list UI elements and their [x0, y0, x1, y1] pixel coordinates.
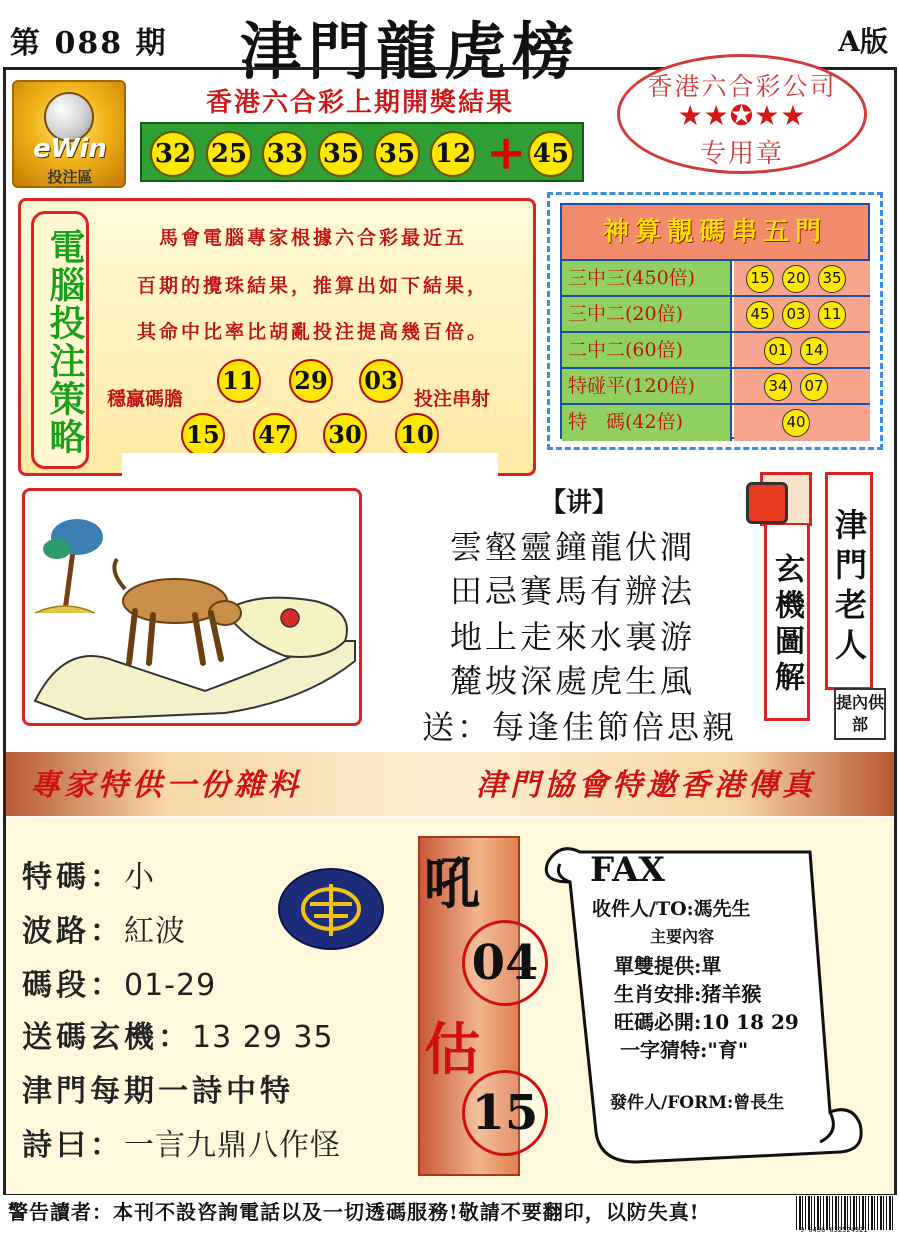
stamp-bottom-text: 专用章	[699, 139, 784, 169]
row-label: 三中三(450倍)	[562, 261, 732, 295]
result-ball: 25	[206, 131, 252, 177]
special-ball: 45	[528, 131, 574, 177]
row-numbers	[734, 333, 870, 367]
banner-left-text: 專家特供一份雜料	[30, 768, 302, 803]
table-row	[562, 297, 868, 333]
result-ball: 35	[374, 131, 420, 177]
fax-heading: 主要內容	[650, 927, 715, 946]
poem-line: 地上走來水裏游	[450, 618, 696, 656]
logo-subtitle: 投注區	[47, 168, 93, 186]
guess-char: 估	[424, 1017, 480, 1083]
results-title: 香港六合彩上期開獎結果	[205, 88, 514, 118]
strategy-right-tag: 投注串射	[414, 388, 491, 410]
fax-to: 收件人/TO:馮先生	[592, 898, 751, 920]
five-doors-panel	[547, 192, 883, 450]
strategy-left-tag: 穩贏碼膽	[107, 388, 184, 410]
strategy-box	[18, 198, 536, 476]
xuanji-banner: 玄機圖解	[764, 525, 810, 721]
songma-value: 13 29 35	[192, 1020, 334, 1055]
fax-line: 生肖安排:猪羊猴	[614, 982, 762, 1006]
barcode-number: 9 0456 032524921	[800, 1226, 868, 1234]
result-ball: 33	[262, 131, 308, 177]
bolu-value: 紅波	[124, 914, 186, 949]
row-label: 二中二(60倍)	[562, 333, 732, 367]
bolu-label: 波路：	[22, 914, 124, 949]
maduan-value: 01-29	[124, 968, 217, 1003]
strategy-ball: 47	[253, 413, 297, 457]
emblem-icon	[280, 870, 382, 948]
five-doors-table	[560, 203, 870, 439]
bolu-line	[22, 906, 186, 950]
table-row	[562, 261, 868, 297]
row-numbers	[734, 369, 870, 403]
stamp-top-text: 香港六合彩公司	[647, 72, 837, 101]
results-bar	[140, 122, 584, 182]
roar-number: 04	[462, 920, 548, 1006]
edition-label: A版	[838, 25, 888, 58]
page-title: 津門龍虎榜	[240, 15, 581, 88]
fax-line: 一字猜特:"育"	[620, 1038, 749, 1062]
banner-right-text: 津門協會特邀香港傳真	[476, 768, 816, 803]
number-ball: 34	[764, 373, 792, 401]
plus-sign: +	[486, 125, 527, 181]
strategy-ball: 15	[181, 413, 225, 457]
songma-label: 送碼玄機：	[22, 1020, 192, 1055]
number-ball: 15	[746, 265, 774, 293]
poem-line: 田忌賽馬有辦法	[450, 572, 696, 610]
guess-number: 15	[462, 1070, 548, 1156]
number-ball: 14	[800, 337, 828, 365]
emblem-logo	[278, 868, 384, 950]
logo-brand: eWin	[33, 134, 107, 164]
result-ball: 35	[318, 131, 364, 177]
dog-on-path-illustration	[25, 491, 359, 723]
row-numbers	[734, 297, 870, 331]
number-ball: 40	[782, 409, 810, 437]
row-label: 特 碼(42倍)	[562, 405, 732, 441]
row-numbers	[734, 261, 870, 295]
fax-title: FAX	[590, 850, 665, 890]
number-ball: 35	[818, 265, 846, 293]
issue-number: 第 088 期	[10, 26, 168, 61]
riddle-illustration	[22, 488, 362, 726]
strategy-ball: 03	[359, 359, 403, 403]
barcode-icon	[796, 1196, 894, 1230]
table-row	[562, 369, 868, 405]
number-ball: 07	[800, 373, 828, 401]
tema-value: 小	[124, 860, 155, 895]
table-row	[562, 333, 868, 369]
number-ball: 11	[818, 301, 846, 329]
poem-gift-line: 送：每逢佳節倍思親	[422, 708, 738, 746]
shiyue-label: 詩曰：	[22, 1128, 124, 1163]
strategy-ball: 30	[323, 413, 367, 457]
fax-from: 發件人/FORM:曾長生	[610, 1093, 785, 1113]
poem-line: 雲壑靈鐘龍伏澗	[450, 528, 696, 566]
maduan-line	[22, 960, 216, 1004]
strategy-ball: 10	[395, 413, 439, 457]
internal-provided-tag: 提內供部	[834, 688, 886, 740]
tema-label: 特碼：	[22, 860, 124, 895]
result-ball: 12	[430, 131, 476, 177]
white-patch	[122, 453, 498, 483]
fist-icon	[746, 482, 788, 524]
number-ball: 20	[782, 265, 810, 293]
row-label: 特碰平(120倍)	[562, 369, 732, 403]
laoren-banner: 津門老人	[825, 472, 873, 690]
stamp-stars: ★★✪★★	[677, 99, 807, 132]
fax-line: 單雙提供:單	[614, 954, 722, 978]
table-row	[562, 405, 868, 441]
tema-line	[22, 852, 155, 896]
poem-title: 【讲】	[540, 488, 619, 518]
shiyue-line	[22, 1120, 341, 1164]
strategy-label: 電腦投注策略	[31, 211, 89, 469]
strategy-line: 馬會電腦專家根據六合彩最近五	[158, 227, 467, 249]
strategy-line: 百期的攪珠結果，推算出如下結果，	[136, 275, 489, 297]
roar-char: 吼	[424, 851, 480, 917]
number-ball: 03	[782, 301, 810, 329]
official-stamp	[617, 54, 867, 174]
strategy-line: 其命中比率比胡亂投注提高幾百倍。	[136, 321, 489, 343]
shiyue-value: 一言九鼎八作怪	[124, 1128, 341, 1163]
row-numbers	[734, 405, 870, 441]
fax-scroll	[540, 832, 870, 1172]
number-ball: 01	[764, 337, 792, 365]
ewin-logo	[12, 80, 126, 188]
poem-intro: 津門每期一詩中特	[22, 1074, 294, 1109]
fax-line: 旺碼必開:10 18 29	[614, 1010, 799, 1034]
number-ball: 45	[746, 301, 774, 329]
strategy-ball: 11	[217, 359, 261, 403]
maduan-label: 碼段：	[22, 968, 124, 1003]
result-ball: 32	[150, 131, 196, 177]
row-label: 三中二(20倍)	[562, 297, 732, 331]
five-doors-title: 神算靚碼串五門	[562, 205, 868, 261]
strategy-ball: 29	[289, 359, 333, 403]
songma-line	[22, 1012, 334, 1056]
poem-line: 麓坡深處虎生風	[450, 662, 696, 700]
footer-warning: 警告讀者：本刊不設咨詢電話以及一切透碼服務!敬請不要翻印，以防失真!	[8, 1200, 700, 1224]
